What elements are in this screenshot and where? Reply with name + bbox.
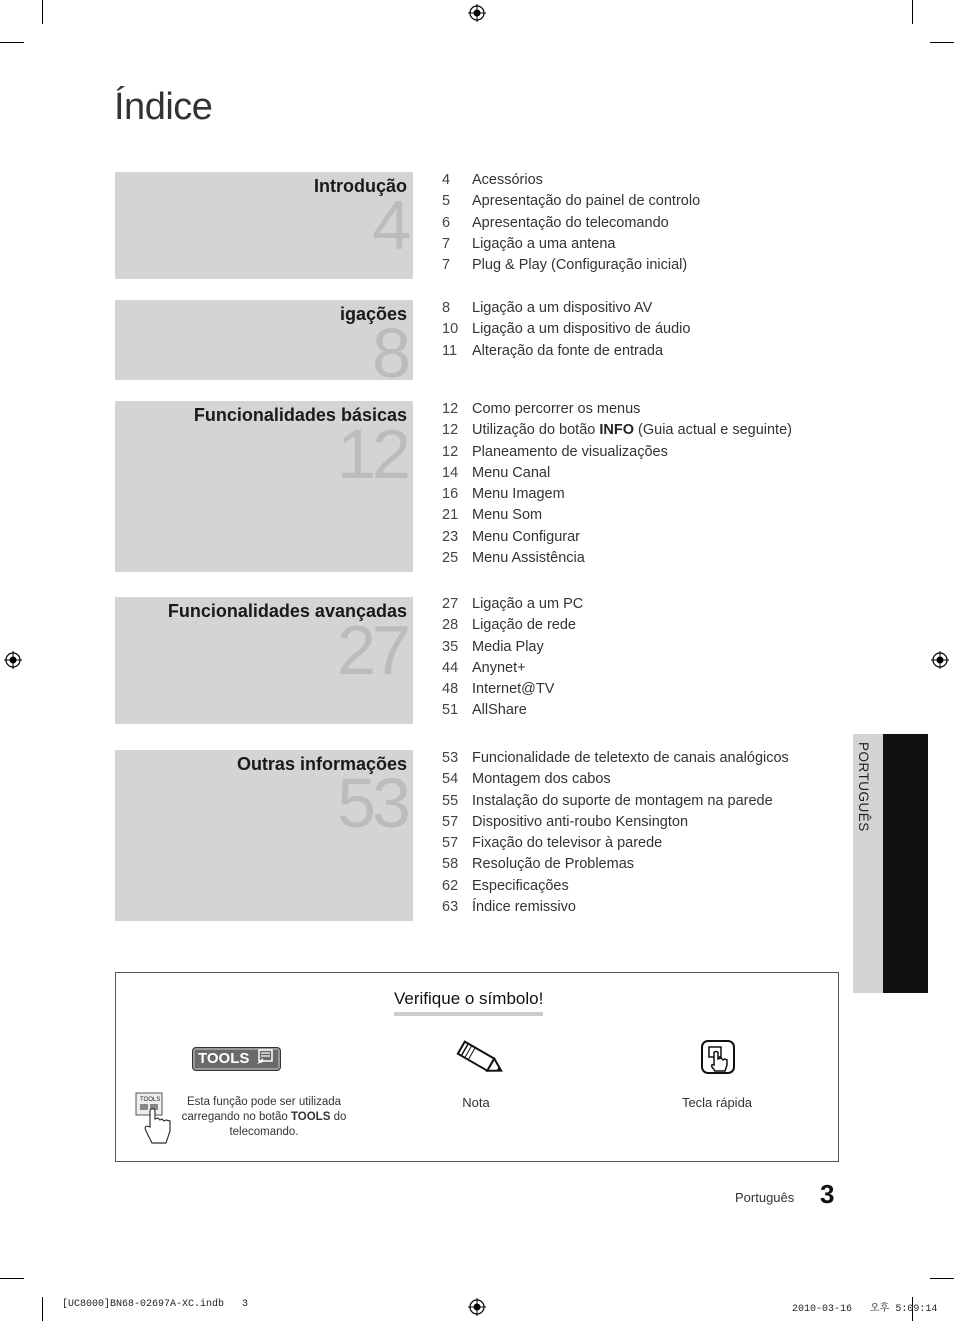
- toc-page-number: 7: [442, 257, 451, 274]
- crop-mark: [0, 1278, 24, 1279]
- toc-page-number: 12: [442, 422, 459, 439]
- crop-mark: [42, 0, 43, 24]
- toc-entry-text: Menu Som: [472, 507, 543, 524]
- toc-entry-text: Dispositivo anti-roubo Kensington: [472, 813, 689, 830]
- section-header-box: [115, 401, 413, 572]
- toc-page-number: 14: [442, 464, 459, 481]
- tools-badge: [192, 1047, 281, 1071]
- section-title: Funcionalidades avançadas: [167, 601, 407, 621]
- toc-page-number: 54: [442, 771, 459, 788]
- side-tab-language: PORTUGUÊS: [856, 742, 871, 832]
- toc-entry[interactable]: [442, 550, 792, 571]
- toc-page-number: 12: [442, 401, 459, 417]
- page-title: Índice: [114, 86, 213, 128]
- toc-page-number: 35: [442, 638, 459, 655]
- toc-entry-text-after: (Guia actual e seguinte): [638, 422, 792, 439]
- toc-entry-text: Acessórios: [472, 172, 543, 188]
- toc-entry[interactable]: [442, 507, 792, 528]
- toc-entry[interactable]: [442, 835, 789, 856]
- toc-entry[interactable]: [442, 856, 789, 877]
- section-start-page: 4: [372, 186, 407, 264]
- tools-description-before: Esta função pode ser utilizada carregando no botão: [181, 1096, 342, 1123]
- toc-entry-text: Ligação a uma antena: [472, 235, 616, 252]
- toc-page-number: 25: [442, 550, 459, 567]
- registration-mark-icon: [468, 1298, 486, 1316]
- toc-entry[interactable]: [442, 878, 789, 899]
- toc-page-number: 53: [442, 750, 459, 766]
- toc-page-number: 63: [442, 899, 459, 916]
- crop-mark: [42, 1297, 43, 1321]
- toc-list: [442, 750, 789, 920]
- toc-page-number: 28: [442, 617, 459, 634]
- toc-entry[interactable]: [442, 215, 700, 236]
- toc-entry-text: Ligação a um dispositivo AV: [472, 300, 653, 316]
- toc-entry[interactable]: [442, 193, 700, 214]
- toc-entry-text: Montagem dos cabos: [472, 771, 611, 788]
- toc-entry-text: Funcionalidade de teletexto de canais analógicos: [472, 750, 789, 766]
- toc-entry-text: Resolução de Problemas: [472, 856, 635, 873]
- toc-entry-text: Ligação de rede: [472, 617, 576, 634]
- section-start-page: 53: [337, 764, 407, 842]
- section-start-page: 8: [372, 314, 407, 380]
- remote-tools-hand-icon: [134, 1091, 174, 1149]
- toc-entry[interactable]: [442, 257, 700, 278]
- toc-entry-text-before: Utilização do botão: [472, 422, 596, 439]
- toc-entry-text: Alteração da fonte de entrada: [472, 342, 664, 359]
- toc-entry-text: [472, 422, 792, 443]
- remote-tools-key-label: TOOLS: [140, 1097, 161, 1103]
- tools-description: [180, 1095, 348, 1140]
- toc-entry-text: Ligação a um dispositivo de áudio: [472, 321, 691, 338]
- footer-page-number: 3: [820, 1179, 835, 1209]
- toc-entry-text: Anynet+: [472, 659, 526, 676]
- toc-page-number: 6: [442, 214, 451, 231]
- toc-entry-text: Menu Assistência: [472, 550, 585, 567]
- toc-entry[interactable]: [442, 300, 690, 321]
- section-header-box: [115, 172, 413, 279]
- registration-mark-icon: [931, 651, 949, 669]
- toc-page-number: 23: [442, 528, 459, 545]
- toc-page-number: 5: [442, 193, 451, 210]
- toc-entry-text: Índice remissivo: [472, 899, 576, 916]
- toc-entry[interactable]: [442, 771, 789, 792]
- section-header-box: [115, 300, 413, 380]
- toc-entry[interactable]: [442, 639, 583, 660]
- toc-entry-text: Menu Imagem: [472, 486, 565, 503]
- toc-page-number: 57: [442, 835, 459, 852]
- info-button-label: INFO: [599, 422, 634, 439]
- crop-mark: [0, 42, 24, 43]
- symbol-legend-box: [115, 972, 839, 1162]
- toc-entry-text: Fixação do televisor à parede: [472, 835, 663, 852]
- toc-page-number: 16: [442, 486, 459, 503]
- section-title: igações: [339, 304, 407, 324]
- section-header-box: [115, 597, 413, 724]
- toc-entry[interactable]: [442, 702, 583, 723]
- section-title: Introdução: [314, 176, 407, 196]
- toc-entry-text: Apresentação do painel de controlo: [472, 193, 701, 210]
- crop-mark: [930, 1278, 954, 1279]
- symbol-heading: Verifique o símbolo!: [394, 989, 543, 1016]
- toc-page-number: 51: [442, 702, 459, 719]
- print-slug-left: [UC8000]BN68-02697A-XC.indb 3: [62, 1299, 249, 1310]
- toc-entry-text: Menu Canal: [472, 464, 551, 481]
- crop-mark: [930, 42, 954, 43]
- tools-description-bold: TOOLS: [290, 1111, 331, 1123]
- toc-page-number: 62: [442, 877, 459, 894]
- section-start-page: 27: [337, 611, 407, 689]
- section-header-box: [115, 750, 413, 921]
- toc-entry-text: Instalação do suporte de montagem na parede: [472, 792, 773, 809]
- section-title: Outras informações: [236, 754, 407, 774]
- toc-entry[interactable]: [442, 343, 690, 364]
- toc-list: [442, 596, 583, 724]
- toc-entry[interactable]: [442, 529, 792, 550]
- toc-entry-text: Internet@TV: [472, 681, 555, 698]
- toc-list: [442, 401, 792, 571]
- toc-entry-text: AllShare: [472, 702, 527, 719]
- footer-language: Português: [735, 1190, 795, 1205]
- toc-entry-text: Apresentação do telecomando: [472, 214, 669, 231]
- toc-entry-text: Planeamento de visualizações: [472, 443, 668, 460]
- toc-entry-text: Como percorrer os menus: [472, 401, 641, 417]
- toc-page-number: 27: [442, 596, 459, 612]
- toc-entry[interactable]: [442, 486, 792, 507]
- hotkey-icon: [700, 1039, 736, 1075]
- toc-entry[interactable]: [442, 422, 792, 443]
- toc-entry[interactable]: [442, 236, 700, 257]
- note-label: Nota: [462, 1095, 490, 1110]
- toc-entry[interactable]: [442, 596, 583, 617]
- toc-entry[interactable]: [442, 899, 789, 920]
- tools-description-after: do telecomando.: [229, 1111, 347, 1138]
- toc-page-number: 48: [442, 681, 459, 698]
- toc-entry[interactable]: [442, 444, 792, 465]
- tools-badge-label: TOOLS: [198, 1050, 250, 1067]
- toc-page-number: 12: [442, 443, 459, 460]
- toc-entry[interactable]: [442, 465, 792, 486]
- toc-page-number: 58: [442, 856, 459, 873]
- toc-entry[interactable]: [442, 660, 583, 681]
- toc-entry[interactable]: [442, 750, 789, 771]
- toc-page-number: 10: [442, 321, 459, 338]
- toc-entry-text: Ligação a um PC: [472, 596, 584, 612]
- toc-page-number: 55: [442, 792, 459, 809]
- section-title: Funcionalidades básicas: [193, 405, 407, 425]
- crop-mark: [912, 0, 913, 24]
- toc-entry[interactable]: [442, 681, 583, 702]
- toc-entry[interactable]: [442, 401, 792, 422]
- toc-page-number: 57: [442, 813, 459, 830]
- toc-entry[interactable]: [442, 321, 690, 342]
- toc-page-number: 21: [442, 507, 459, 524]
- toc-entry[interactable]: [442, 814, 789, 835]
- toc-page-number: 44: [442, 659, 459, 676]
- toc-page-number: 8: [442, 300, 451, 316]
- toc-entry-text: Especificações: [472, 877, 569, 894]
- toc-page-number: 4: [442, 172, 451, 188]
- toc-page-number: 7: [442, 235, 451, 252]
- hotkey-label: Tecla rápida: [681, 1095, 753, 1110]
- toc-list: [442, 300, 690, 364]
- registration-mark-icon: [468, 4, 486, 22]
- print-slug-right: 2010-03-16 오후 5:09:14: [792, 1304, 938, 1315]
- toc-entry[interactable]: [442, 793, 789, 814]
- section-start-page: 12: [337, 415, 407, 493]
- toc-page-number: 11: [442, 342, 458, 359]
- toc-list: [442, 172, 700, 278]
- toc-entry-text: Menu Configurar: [472, 528, 580, 545]
- tools-menu-icon: [256, 1049, 274, 1065]
- toc-entry[interactable]: [442, 617, 583, 638]
- note-pencil-icon: [450, 1037, 508, 1081]
- registration-mark-icon: [4, 651, 22, 669]
- toc-entry-text: Media Play: [472, 638, 544, 655]
- side-tab-black: [883, 734, 928, 993]
- toc-entry-text: Plug & Play (Configuração inicial): [472, 257, 688, 274]
- toc-entry[interactable]: [442, 172, 700, 193]
